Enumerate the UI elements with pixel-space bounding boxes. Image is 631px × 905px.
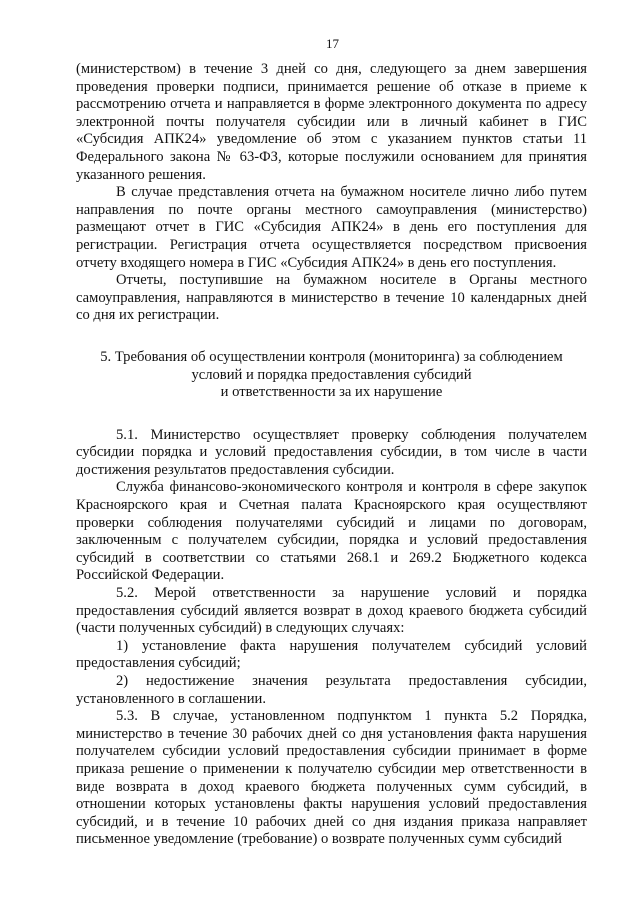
paragraph: 2) недостижение значения результата предоставления субсидии, установленного в соглашении. — [76, 673, 587, 707]
paragraphs-before — [76, 61, 587, 325]
paragraph: Служба финансово-экономического контроля и контроля в сфере закупок Красноярского края и Счетная палата Красноярского края осуществляют проверки соблюдения получателями субсидий и лицами по договорам, заключенным с получателем субсидии, порядка и условий предоставления субсидий в соответствии со статьями 268.1 и 269.2 Бюджетного кодекса Российской Федерации. — [76, 479, 587, 584]
paragraph: В случае представления отчета на бумажном носителе лично либо путем направления по почте органы местного самоуправления (министерство) размещают отчет в ГИС «Субсидия АПК24» в день его поступления для регистрации. Регистрация отчета осуществляется посредством присвоения отчету входящего номера в ГИС «Субсидия АПК24» в день его поступления. — [76, 184, 587, 271]
section-heading-line: 5. Требования об осуществлении контроля (мониторинга) за соблюдением — [100, 348, 563, 365]
page-number: 17 — [326, 36, 339, 51]
paragraph: 1) установление факта нарушения получателем субсидий условий предоставления субсидий; — [76, 637, 587, 672]
section-heading — [76, 349, 587, 402]
section-heading-line: условий и порядка предоставления субсидий — [191, 366, 472, 383]
paragraph: Отчеты, поступившие на бумажном носителе в Органы местного самоуправления, направляются в министерство в течение 10 календарных дней со дня их регистрации. — [76, 272, 587, 324]
paragraph: 5.2. Мерой ответственности за нарушение условий и порядка предоставления субсидий является возврат в доход краевого бюджета субсидий (части полученных субсидий) в следующих случаях: — [76, 585, 587, 637]
paragraph: 5.3. В случае, установленном подпунктом 1 пункта 5.2 Порядка, министерство в течение 30 рабочих дней со дня установления факта нарушения получателем субсидии условий предоставления субсидии принимает в форме приказа решение о применении к получателю субсидии мер ответственности в виде возврата в доход краевого бюджета полученных сумм субсидий, в отношении которых установлены факты нарушения условий предоставления субсидий, и в течение 10 рабочих дней со дня издания приказа направляет письменное уведомление (требование) о возврате полученных сумм субсидий — [76, 708, 587, 848]
paragraph: (министерством) в течение 3 дней со дня, следующего за днем завершения проведения проверки подписи, принимается решение об отказе в приеме к рассмотрению отчета и направляется в форме электронного документа по адресу электронной почты получателя субсидии или в личный кабинет в ГИС «Субсидия АПК24» уведомление об этом с указанием пунктов статьи 11 Федерального закона № 63-ФЗ, которые послужили основанием для принятия указанного решения. — [76, 61, 587, 183]
section-heading-line: и ответственности за их нарушение — [220, 384, 443, 401]
paragraphs-after — [76, 427, 587, 849]
paragraph: 5.1. Министерство осуществляет проверку соблюдения получателем субсидии порядка и условий предоставления субсидии, в том числе в части достижения результатов предоставления субсидии. — [76, 426, 587, 478]
